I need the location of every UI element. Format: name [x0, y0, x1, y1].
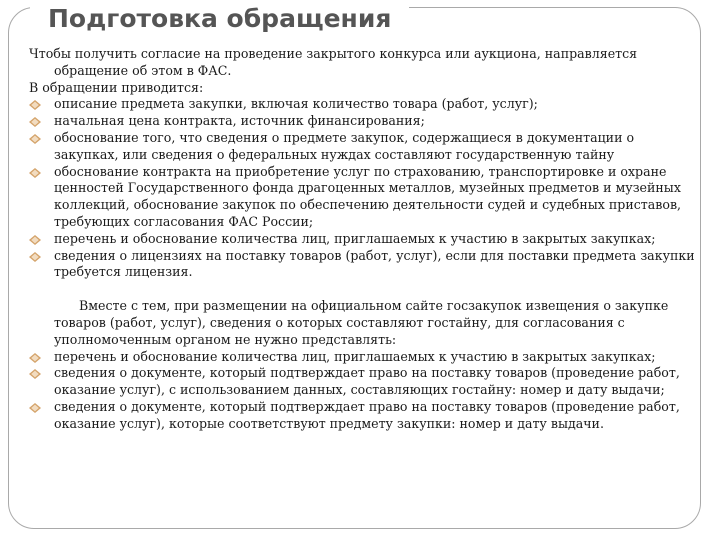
list2 — [29, 349, 695, 433]
diamond-bullet-icon — [29, 399, 43, 416]
list1-item-text: сведения о лицензиях на поставку товаров (работ, услуг), если для поставки предмета закупки требуется лицензия. — [54, 247, 695, 280]
list1-item — [29, 113, 695, 130]
list1-item — [29, 231, 695, 248]
list2-item — [29, 349, 695, 366]
diamond-bullet-icon — [29, 365, 43, 382]
intro-paragraph: Чтобы получить согласие на проведение закрытого конкурса или аукциона, направляется обращение об этом в ФАС. — [29, 46, 638, 78]
list2-heading: Вместе с тем, при размещении на официальном сайте госзакупок извещения о закупке товаров (работ, услуг), сведения о которых составляют гостайну, для согласования с уполномоченным органом не нужно представлять: — [54, 298, 669, 347]
slide-content — [29, 46, 695, 433]
list2-item-text: сведения о документе, который подтверждает право на поставку товаров (проведение работ, оказание услуг), которые соответствуют предмету закупки: номер и дату выдачи. — [54, 398, 680, 431]
diamond-bullet-icon — [29, 349, 43, 366]
list1-item — [29, 130, 695, 164]
diamond-bullet-icon — [29, 248, 43, 265]
diamond-bullet-icon — [29, 231, 43, 248]
diamond-bullet-icon — [29, 130, 43, 147]
list1-item-text: начальная цена контракта, источник финансирования; — [54, 113, 425, 129]
list1-item-text: перечень и обоснование количества лиц, приглашаемых к участию в закрытых закупках; — [54, 230, 656, 246]
list1-item-text: обоснование того, что сведения о предмете закупок, содержащиеся в документации о закупках, или сведения о федеральных нуждах составляют государственную тайну — [54, 129, 635, 162]
diamond-bullet-icon — [29, 164, 43, 181]
diamond-bullet-icon — [29, 113, 43, 130]
list2-item — [29, 399, 695, 433]
title-plate — [30, 0, 409, 38]
list2-item-text: сведения о документе, который подтверждает право на поставку товаров (проведение работ, оказание услуг), с использованием данных, составляющих гостайну: номер и дату выдачи; — [54, 365, 680, 398]
diamond-bullet-icon — [29, 96, 43, 113]
list1-item-text: описание предмета закупки, включая количество товара (работ, услуг); — [54, 96, 538, 112]
list1-item — [29, 164, 695, 231]
list1-item — [29, 248, 695, 282]
list2-item-text: перечень и обоснование количества лиц, приглашаемых к участию в закрытых закупках; — [54, 348, 656, 364]
slide-title: Подготовка обращения — [48, 4, 392, 33]
list1-item-text: обоснование контракта на приобретение услуг по страхованию, транспортировке и охране ценностей Государственного фонда драгоценных металлов, музейных предметов и музейных коллекций, обоснование закупок по обеспечению деятельности судей и судебных приставов, требующих согласования ФАС России; — [54, 163, 682, 229]
list2-item — [29, 365, 695, 399]
list1-item — [29, 96, 695, 113]
list1 — [29, 96, 695, 281]
list1-heading: В обращении приводится: — [29, 79, 204, 95]
